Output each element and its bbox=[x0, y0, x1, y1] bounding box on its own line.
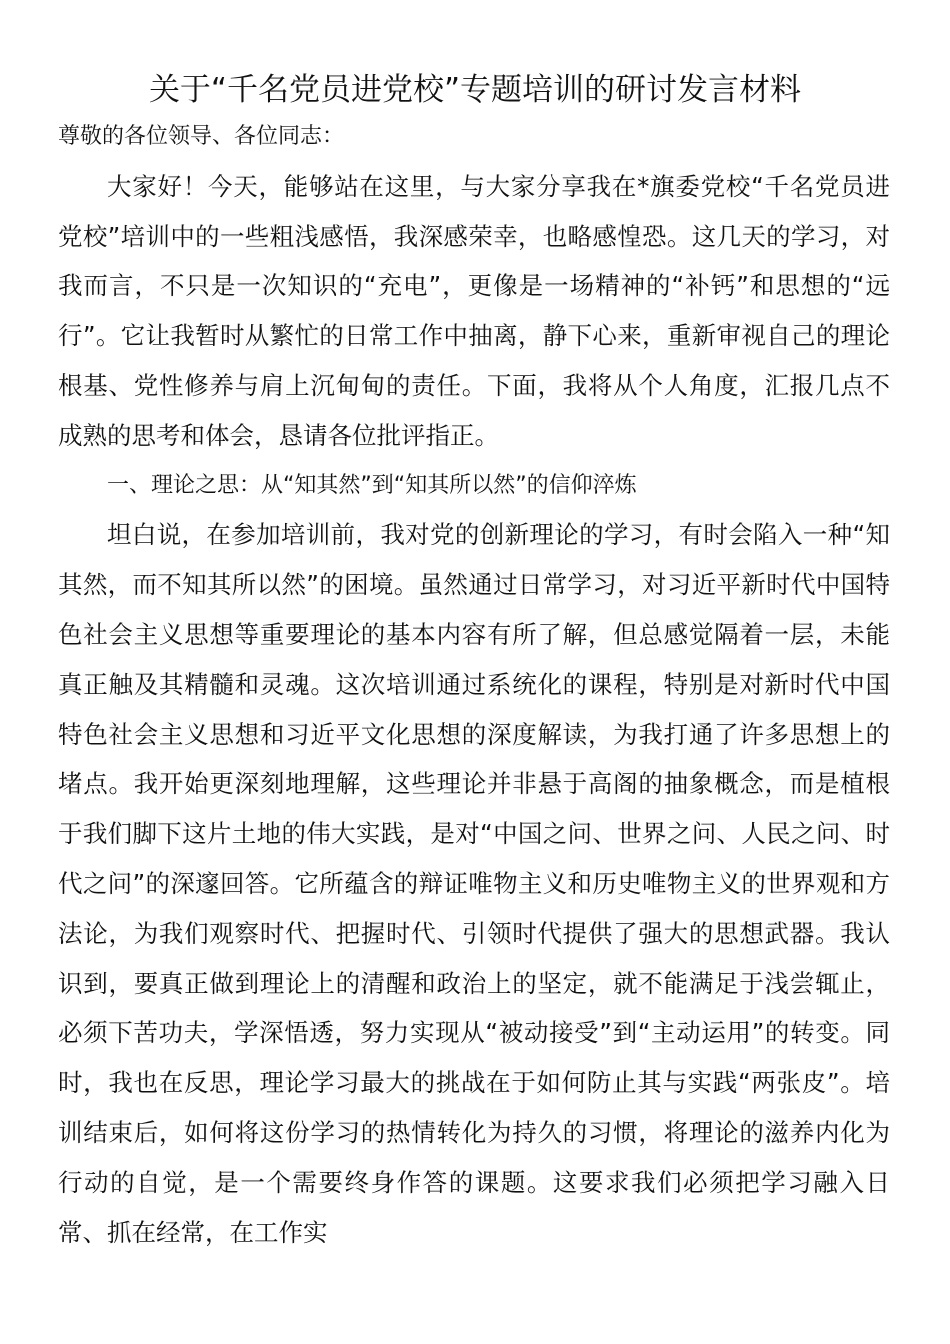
section-heading: 一、理论之思：从“知其然”到“知其所以然”的信仰淬炼 bbox=[107, 472, 637, 498]
salutation: 尊敬的各位领导、各位同志： bbox=[58, 124, 345, 149]
document-title: 关于“千名党员进党校”专题培训的研讨发言材料 bbox=[148, 72, 802, 108]
intro-paragraph: 大家好！今天，能够站在这里，与大家分享我在*旗委党校“千名党员进党校”培训中的一些粗浅感悟，我深感荣幸，也略感惶恐。这几天的学习，对我而言，不只是一次知识的“充电”，更像是一场精神的“补钙”和思想的“远行”。它让我暂时从繁忙的日常工作中抽离，静下心来，重新审视自己的理论根基、党性修养与肩上沉甸甸的责任。下面，我将从个人角度，汇报几点不成熟的思考和体会，恳请各位批评指正。 bbox=[58, 171, 890, 450]
document-body bbox=[58, 112, 890, 1257]
section-paragraph: 坦白说，在参加培训前，我对党的创新理论的学习，有时会陷入一种“知其然，而不知其所以然”的困境。虽然通过日常学习，对习近平新时代中国特色社会主义思想等重要理论的基本内容有所了解，但总感觉隔着一层，未能真正触及其精髓和灵魂。这次培训通过系统化的课程，特别是对新时代中国特色社会主义思想和习近平文化思想的深度解读，为我打通了许多思想上的堵点。我开始更深刻地理解，这些理论并非悬于高阁的抽象概念，而是植根于我们脚下这片土地的伟大实践，是对“中国之问、世界之问、人民之问、时代之问”的深邃回答。它所蕴含的辩证唯物主义和历史唯物主义的世界观和方法论，为我们观察时代、把握时代、引领时代提供了强大的思想武器。我认识到，要真正做到理论上的清醒和政治上的坚定，就不能满足于浅尝辄止，必须下苦功夫，学深悟透，努力实现从“被动接受”到“主动运用”的转变。同时，我也在反思，理论学习最大的挑战在于如何防止其与实践“两张皮”。培训结束后，如何将这份学习的热情转化为持久的习惯，将理论的滋养内化为行动的自觉，是一个需要终身作答的课题。这要求我们必须把学习融入日常、抓在经常，在工作实 bbox=[58, 520, 890, 1247]
